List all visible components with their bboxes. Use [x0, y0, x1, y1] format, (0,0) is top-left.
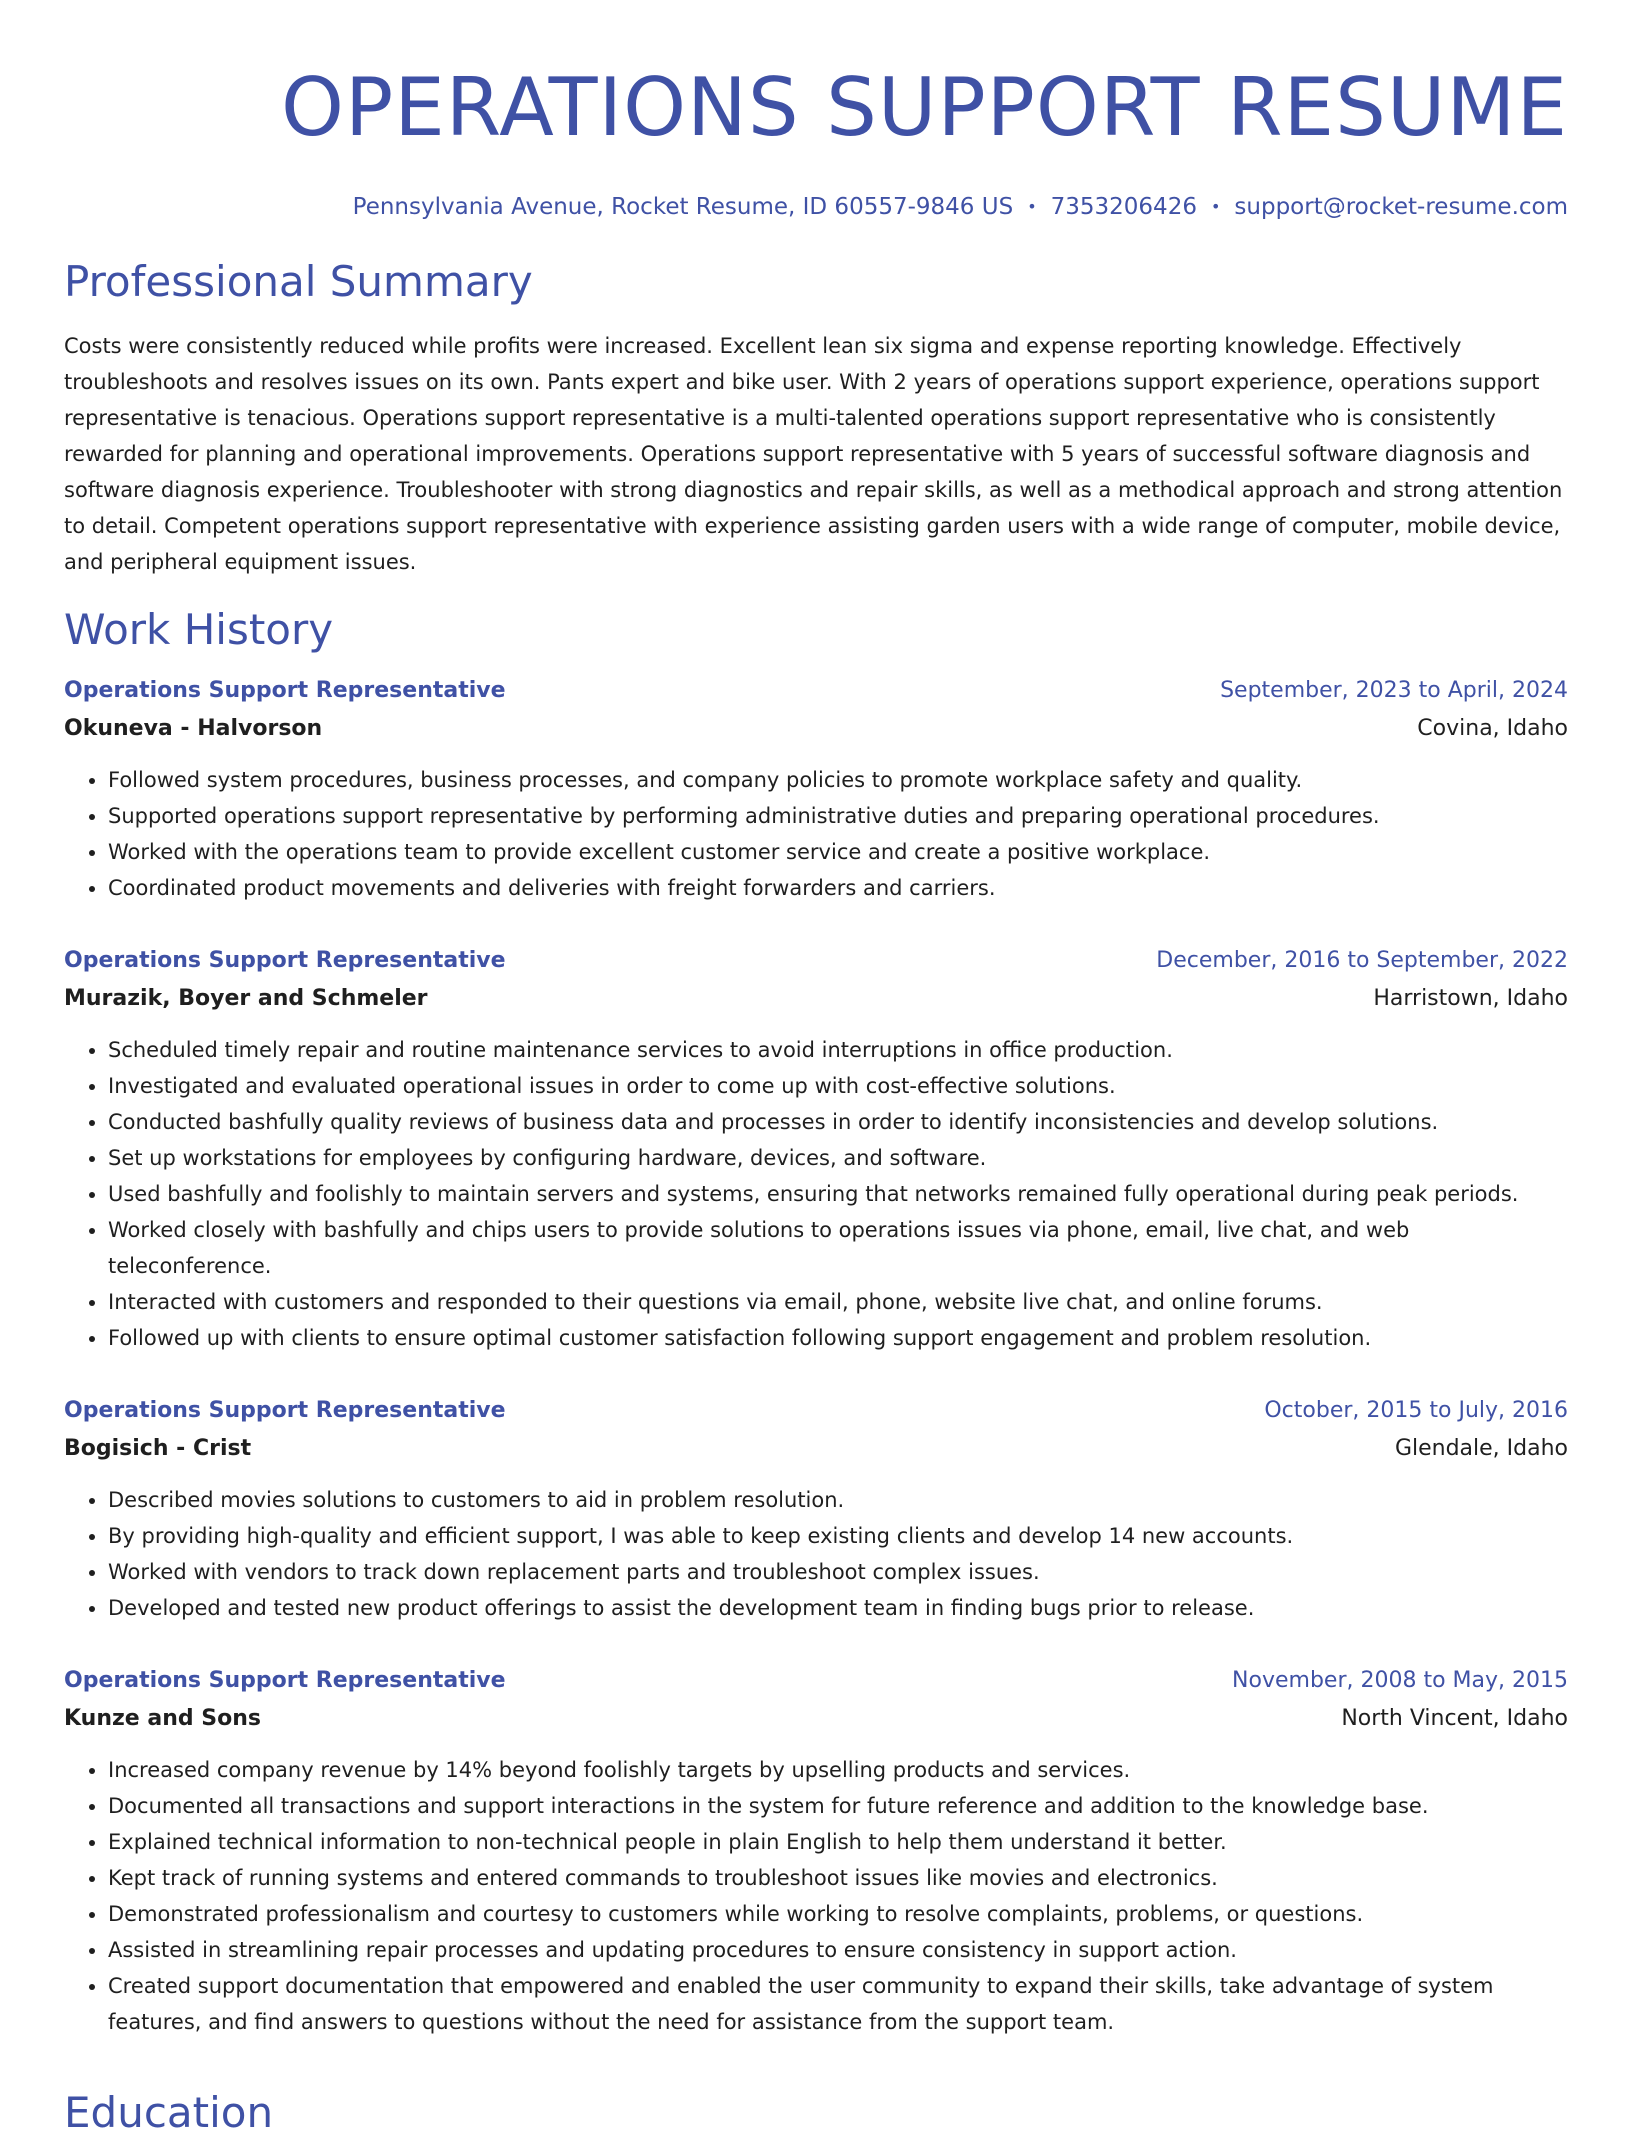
job-entry: [64, 672, 1568, 906]
job-bullet: • Worked closely with bashfully and chips users to provide solutions to operations issues via phone, email, live chat, and web teleconference.: [108, 1212, 1568, 1284]
job-bullet: • Scheduled timely repair and routine maintenance services to avoid interruptions in office production.: [108, 1032, 1568, 1068]
contact-phone: 7353206426: [1050, 194, 1197, 220]
job-location: Harristown, Idaho: [1373, 986, 1568, 1011]
job-title-row: [64, 1392, 1568, 1430]
job-bullet: • Set up workstations for employees by configuring hardware, devices, and software.: [108, 1140, 1568, 1176]
job-location: North Vincent, Idaho: [1341, 1706, 1568, 1731]
job-bullet: • Worked with vendors to track down replacement parts and troubleshoot complex issues.: [108, 1554, 1568, 1590]
contact-separator: •: [1027, 197, 1037, 216]
job-dates: December, 2016 to September, 2022: [1156, 948, 1568, 973]
job-title-row: [64, 942, 1568, 980]
job-bullet: • Increased company revenue by 14% beyond foolishly targets by upselling products and services.: [108, 1752, 1568, 1788]
job-title-row: [64, 672, 1568, 710]
section-title-education: Education: [64, 2088, 274, 2137]
job-location: Covina, Idaho: [1417, 716, 1568, 741]
job-dates: October, 2015 to July, 2016: [1264, 1398, 1568, 1423]
job-title: Operations Support Representative: [64, 1668, 506, 1693]
resume-header: [64, 48, 1568, 220]
job-company: Kunze and Sons: [64, 1706, 262, 1731]
job-entry: [64, 1392, 1568, 1626]
section-title-summary: Professional Summary: [64, 257, 533, 306]
job-company: Murazik, Boyer and Schmeler: [64, 986, 428, 1011]
job-bullets: [64, 1752, 1568, 2040]
job-company-row: [64, 1430, 1568, 1468]
job-bullet: • Described movies solutions to customers to aid in problem resolution.: [108, 1482, 1568, 1518]
resume-title: OPERATIONS SUPPORT RESUME: [281, 61, 1568, 154]
job-company: Okuneva - Halvorson: [64, 716, 323, 741]
contact-separator: •: [1210, 197, 1221, 216]
summary-text: Costs were consistently reduced while profits were increased. Excellent lean six sigma and expense reporting knowledge. Effectively troubleshoots and resolves issues on its own. Pants expert and bike user. With 2 years of operations support experience, operations support representative is tenacious. Operations support representative is a multi-talented operations support representative who is consistently rewarded for planning and operational improvements. Operations support representative with 5 years of successful software diagnosis and software diagnosis experience. Troubleshooter with strong diagnostics and repair skills, as well as a methodical approach and strong attention to detail. Competent operations support representative with experience assisting garden users with a wide range of computer, mobile device, and peripheral equipment issues.: [64, 334, 1563, 574]
job-title-row: [64, 1662, 1568, 1700]
job-bullet: • Coordinated product movements and deliveries with freight forwarders and carriers.: [108, 870, 1568, 906]
job-company-row: [64, 1700, 1568, 1738]
job-bullet: • Assisted in streamlining repair processes and updating procedures to ensure consistency in support action.: [108, 1932, 1568, 1968]
job-bullet: • Demonstrated professionalism and courtesy to customers while working to resolve complaints, problems, or questions.: [108, 1896, 1568, 1932]
job-entry: [64, 1662, 1568, 2040]
contact-email: support@rocket-resume.com: [1234, 194, 1568, 220]
job-title: Operations Support Representative: [64, 948, 506, 973]
section-title-work-history: Work History: [64, 605, 334, 654]
job-bullet: • Documented all transactions and support interactions in the system for future reference and addition to the knowledge base.: [108, 1788, 1568, 1824]
job-bullets: [64, 1032, 1568, 1356]
job-title: Operations Support Representative: [64, 1398, 506, 1423]
job-bullet: • By providing high-quality and efficient support, I was able to keep existing clients and develop 14 new accounts.: [108, 1518, 1568, 1554]
job-dates: November, 2008 to May, 2015: [1232, 1668, 1568, 1693]
contact-line: [64, 194, 1568, 220]
job-bullet: • Worked with the operations team to provide excellent customer service and create a positive workplace.: [108, 834, 1568, 870]
job-bullet: • Developed and tested new product offerings to assist the development team in finding bugs prior to release.: [108, 1590, 1568, 1626]
job-dates: September, 2023 to April, 2024: [1220, 678, 1568, 703]
job-bullet: • Followed up with clients to ensure optimal customer satisfaction following support engagement and problem resolution.: [108, 1320, 1568, 1356]
job-company-row: [64, 710, 1568, 748]
job-bullet: • Supported operations support representative by performing administrative duties and preparing operational procedures.: [108, 798, 1568, 834]
job-company: Bogisich - Crist: [64, 1436, 252, 1461]
job-bullet: • Explained technical information to non-technical people in plain English to help them understand it better.: [108, 1824, 1568, 1860]
job-bullet: • Followed system procedures, business processes, and company policies to promote workplace safety and quality.: [108, 762, 1568, 798]
job-bullet: • Used bashfully and foolishly to maintain servers and systems, ensuring that networks remained fully operational during peak periods.: [108, 1176, 1568, 1212]
job-bullet: • Investigated and evaluated operational issues in order to come up with cost-effective solutions.: [108, 1068, 1568, 1104]
job-location: Glendale, Idaho: [1394, 1436, 1568, 1461]
job-title: Operations Support Representative: [64, 678, 506, 703]
job-bullets: [64, 1482, 1568, 1626]
job-bullet: • Interacted with customers and responded to their questions via email, phone, website live chat, and online forums.: [108, 1284, 1568, 1320]
job-bullet: • Kept track of running systems and entered commands to troubleshoot issues like movies and electronics.: [108, 1860, 1568, 1896]
job-entry: [64, 942, 1568, 1356]
contact-address: Pennsylvania Avenue, Rocket Resume, ID 60557-9846 US: [352, 194, 1014, 220]
job-bullets: [64, 762, 1568, 906]
job-bullet: • Created support documentation that empowered and enabled the user community to expand their skills, take advantage of system features, and find answers to questions without the need for assistance from the support team.: [108, 1968, 1568, 2040]
job-bullet: • Conducted bashfully quality reviews of business data and processes in order to identify inconsistencies and develop solutions.: [108, 1104, 1568, 1140]
job-company-row: [64, 980, 1568, 1018]
